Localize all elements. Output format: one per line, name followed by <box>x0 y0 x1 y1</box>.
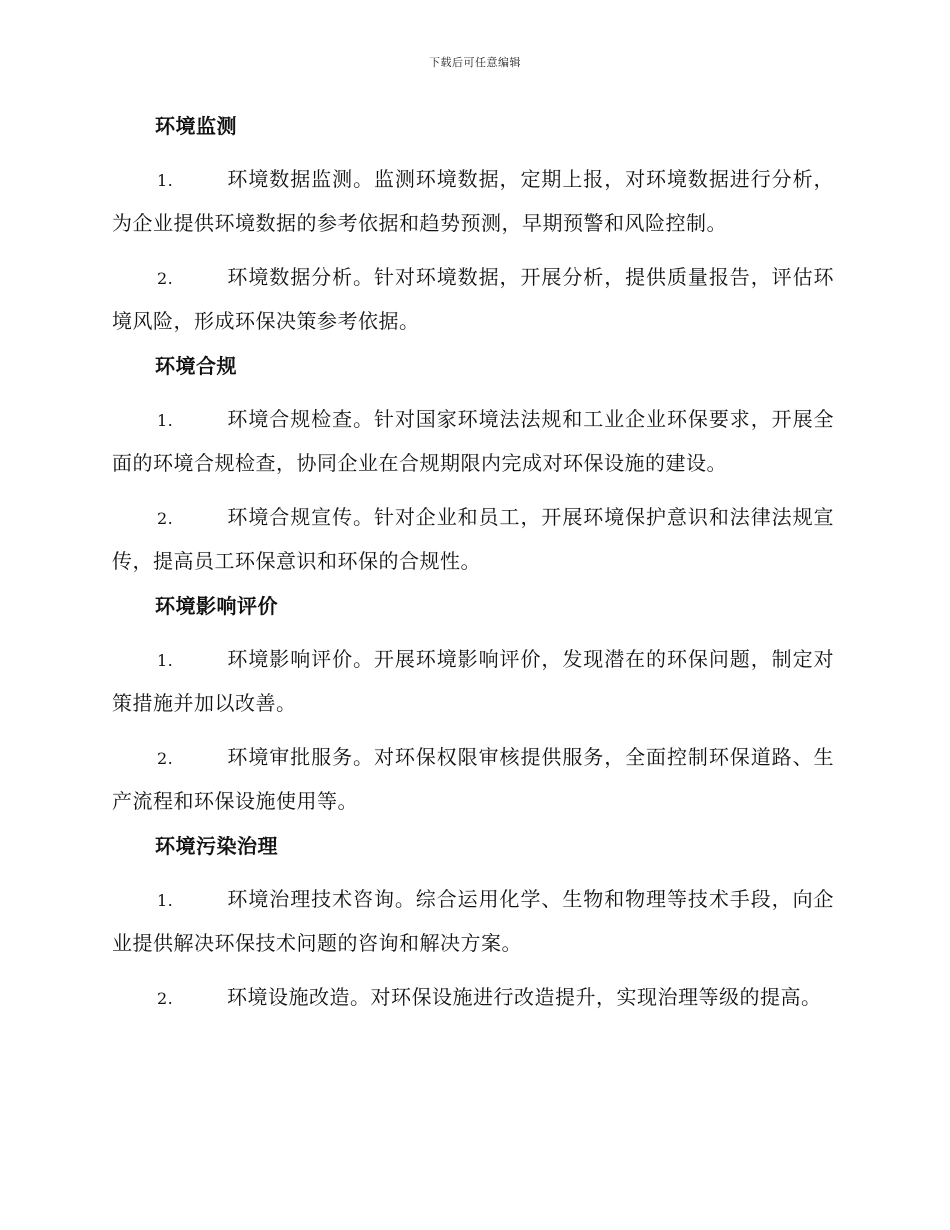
item-number: 1. <box>157 171 174 190</box>
item-text: 环境治理技术咨询。综合运用化学、生物和物理等技术手段，向企业提供解决环保技术问题的咨询和解决方案。 <box>112 887 834 955</box>
item-text: 环境数据监测。监测环境数据，定期上报，对环境数据进行分析，为企业提供环境数据的参考依据和趋势预测，早期预警和风险控制。 <box>112 167 834 235</box>
list-item <box>112 398 834 484</box>
list-item <box>112 736 834 822</box>
section-heading: 环境合规 <box>155 354 237 378</box>
item-text: 环境影响评价。开展环境影响评价，发现潜在的环保问题，制定对策措施并加以改善。 <box>112 647 834 715</box>
list-item <box>112 496 834 582</box>
section-environmental-monitoring <box>112 114 834 342</box>
list-item <box>112 638 834 724</box>
item-number: 1. <box>157 651 174 670</box>
section-pollution-control <box>112 834 834 1020</box>
list-item <box>112 976 834 1020</box>
list-item <box>112 256 834 342</box>
list-item <box>112 158 834 244</box>
document-body <box>112 108 834 1032</box>
section-environmental-compliance <box>112 354 834 582</box>
item-text: 环境合规宣传。针对企业和员工，开展环境保护意识和法律法规宣传，提高员工环保意识和环保的合规性。 <box>112 505 834 573</box>
item-text: 环境审批服务。对环保权限审核提供服务，全面控制环保道路、生产流程和环保设施使用等。 <box>112 745 834 813</box>
item-number: 2. <box>157 269 174 288</box>
section-heading: 环境影响评价 <box>155 594 278 618</box>
item-text: 环境设施改造。对环保设施进行改造提升，实现治理等级的提高。 <box>227 985 822 1009</box>
item-text: 环境数据分析。针对环境数据，开展分析，提供质量报告，评估环境风险，形成环保决策参考依据。 <box>112 265 834 333</box>
list-item <box>112 878 834 964</box>
section-heading: 环境监测 <box>155 114 237 138</box>
item-number: 2. <box>157 509 174 528</box>
section-environmental-impact-assessment <box>112 594 834 822</box>
item-number: 2. <box>157 989 174 1008</box>
item-text: 环境合规检查。针对国家环境法法规和工业企业环保要求，开展全面的环境合规检查，协同企业在合规期限内完成对环保设施的建设。 <box>112 407 834 475</box>
item-number: 1. <box>157 891 174 910</box>
item-number: 2. <box>157 749 174 768</box>
section-heading: 环境污染治理 <box>155 834 278 858</box>
header-note: 下载后可任意编辑 <box>429 56 521 69</box>
item-number: 1. <box>157 411 174 430</box>
